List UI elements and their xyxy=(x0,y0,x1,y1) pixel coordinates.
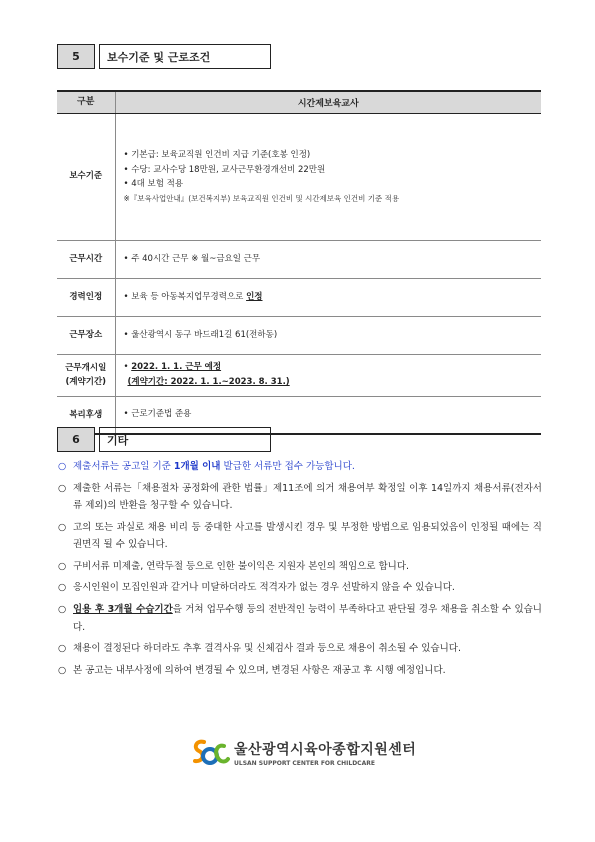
note-text xyxy=(73,458,542,476)
insurance-line: • 4대 보험 적용 xyxy=(123,179,184,190)
circle-bullet-icon: ○ xyxy=(58,482,67,494)
table-row xyxy=(57,316,541,354)
note-text: 본 공고는 내부사정에 의하여 변경될 수 있으며, 변경된 사항은 재공고 후 시행 예정입니다. xyxy=(73,664,446,676)
header-position: 시간제보육교사 xyxy=(115,91,541,113)
note-part: 발급한 서류만 접수 가능합니다. xyxy=(220,461,355,472)
list-item xyxy=(58,458,542,476)
center-logo-icon xyxy=(190,736,230,770)
circle-bullet-icon: ○ xyxy=(58,521,67,533)
row-content: • 울산광역시 동구 바드래1길 61(전하동) xyxy=(115,316,541,354)
contract-period: (계약기간: 2022. 1. 1.~2023. 8. 31.) xyxy=(127,377,290,387)
row-label: 보수기준 xyxy=(57,113,115,240)
section-5-header xyxy=(57,44,271,69)
label-line-1: 근무개시일 xyxy=(65,362,107,373)
list-item xyxy=(58,519,542,554)
row-content: • 근로기준법 준용 xyxy=(115,396,541,434)
note-part: 을 거쳐 업무수행 등의 전반적인 능력이 부족하다고 판단될 경우 채용을 취소할 수 있습니다. xyxy=(73,603,542,633)
career-emphasis: 인정 xyxy=(246,291,263,302)
note-text: 채용이 결정된다 하더라도 추후 결격사유 및 신체검사 결과 등으로 채용이 취소될 수 있습니다. xyxy=(73,643,461,655)
circle-bullet-icon: ○ xyxy=(58,643,67,655)
note-text: 제출한 서류는「채용절차 공정화에 관한 법률」제11조에 의거 채용여부 확정일 이후 14일까지 채용서류(전자서류 제외)의 반환을 청구할 수 있습니다. xyxy=(73,482,542,512)
note-text: 고의 또는 과실로 채용 비리 등 중대한 사고를 발생시킨 경우 및 부정한 방법으로 임용되었음이 인정될 때에는 직권면직 될 수 있습니다. xyxy=(73,521,542,551)
center-logo xyxy=(190,736,416,770)
table-row xyxy=(57,278,541,316)
circle-bullet-icon: ○ xyxy=(58,664,67,676)
table-row xyxy=(57,354,541,396)
allowance-line: • 수당: 교사수당 18만원, 교사근무환경개선비 22만원 xyxy=(123,164,326,175)
note-emphasis: 임용 후 3개월 수습기간 xyxy=(73,603,173,615)
header-category: 구분 xyxy=(57,91,115,113)
list-item xyxy=(58,579,542,597)
note-emphasis: 1개월 이내 xyxy=(173,461,221,472)
row-content xyxy=(115,354,541,396)
list-item xyxy=(58,662,542,680)
row-content: • 주 40시간 근무 ※ 월~금요일 근무 xyxy=(115,240,541,278)
reference-note: ※『보육사업안내』(보건복지부) 보육교직원 인건비 및 시간제보육 인건비 기준 적용 xyxy=(123,194,400,204)
section-number: 6 xyxy=(57,427,95,452)
circle-bullet-icon: ○ xyxy=(58,582,67,594)
career-text: • 보육 등 아동복지업무경력으로 xyxy=(123,291,247,302)
note-text: 응시인원이 모집인원과 같거나 미달하더라도 적격자가 없는 경우 선발하지 않을 수 있습니다. xyxy=(73,582,455,594)
section-number: 5 xyxy=(57,44,95,69)
row-content xyxy=(115,278,541,316)
table-row xyxy=(57,113,541,240)
row-label xyxy=(57,354,115,396)
logo-text xyxy=(234,739,416,767)
row-content xyxy=(115,113,541,240)
circle-bullet-icon: ○ xyxy=(58,560,67,572)
list-item xyxy=(58,480,542,515)
section-6-header xyxy=(57,427,271,452)
start-date: 2022. 1. 1. 근무 예정 xyxy=(131,362,222,373)
row-label: 복리후생 xyxy=(57,396,115,434)
row-label: 근무장소 xyxy=(57,316,115,354)
list-item xyxy=(58,558,542,576)
circle-bullet-icon: ○ xyxy=(58,461,67,472)
section-title: 보수기준 및 근로조건 xyxy=(99,44,271,69)
list-item xyxy=(58,640,542,658)
table-row xyxy=(57,240,541,278)
note-part: 제출서류는 공고일 기준 xyxy=(73,461,174,472)
notes-list xyxy=(58,458,542,683)
logo-name-korean: 울산광역시육아종합지원센터 xyxy=(234,742,417,758)
salary-line: • 기본급: 보육교직원 인건비 지급 기준(호봉 인정) xyxy=(123,149,311,160)
table-header-row xyxy=(57,91,541,113)
note-text xyxy=(73,601,542,636)
bullet: • xyxy=(123,362,132,373)
label-line-2: (계약기간) xyxy=(65,377,107,387)
section-title: 기타 xyxy=(99,427,271,452)
circle-bullet-icon: ○ xyxy=(58,603,67,615)
list-item xyxy=(58,601,542,636)
row-label: 근무시간 xyxy=(57,240,115,278)
note-text: 구비서류 미제출, 연락두절 등으로 인한 불이익은 지원자 본인의 책임으로 합니다. xyxy=(73,560,410,572)
logo-name-english: ULSAN SUPPORT CENTER FOR CHILDCARE xyxy=(234,760,375,767)
conditions-table xyxy=(57,90,541,435)
row-label: 경력인정 xyxy=(57,278,115,316)
